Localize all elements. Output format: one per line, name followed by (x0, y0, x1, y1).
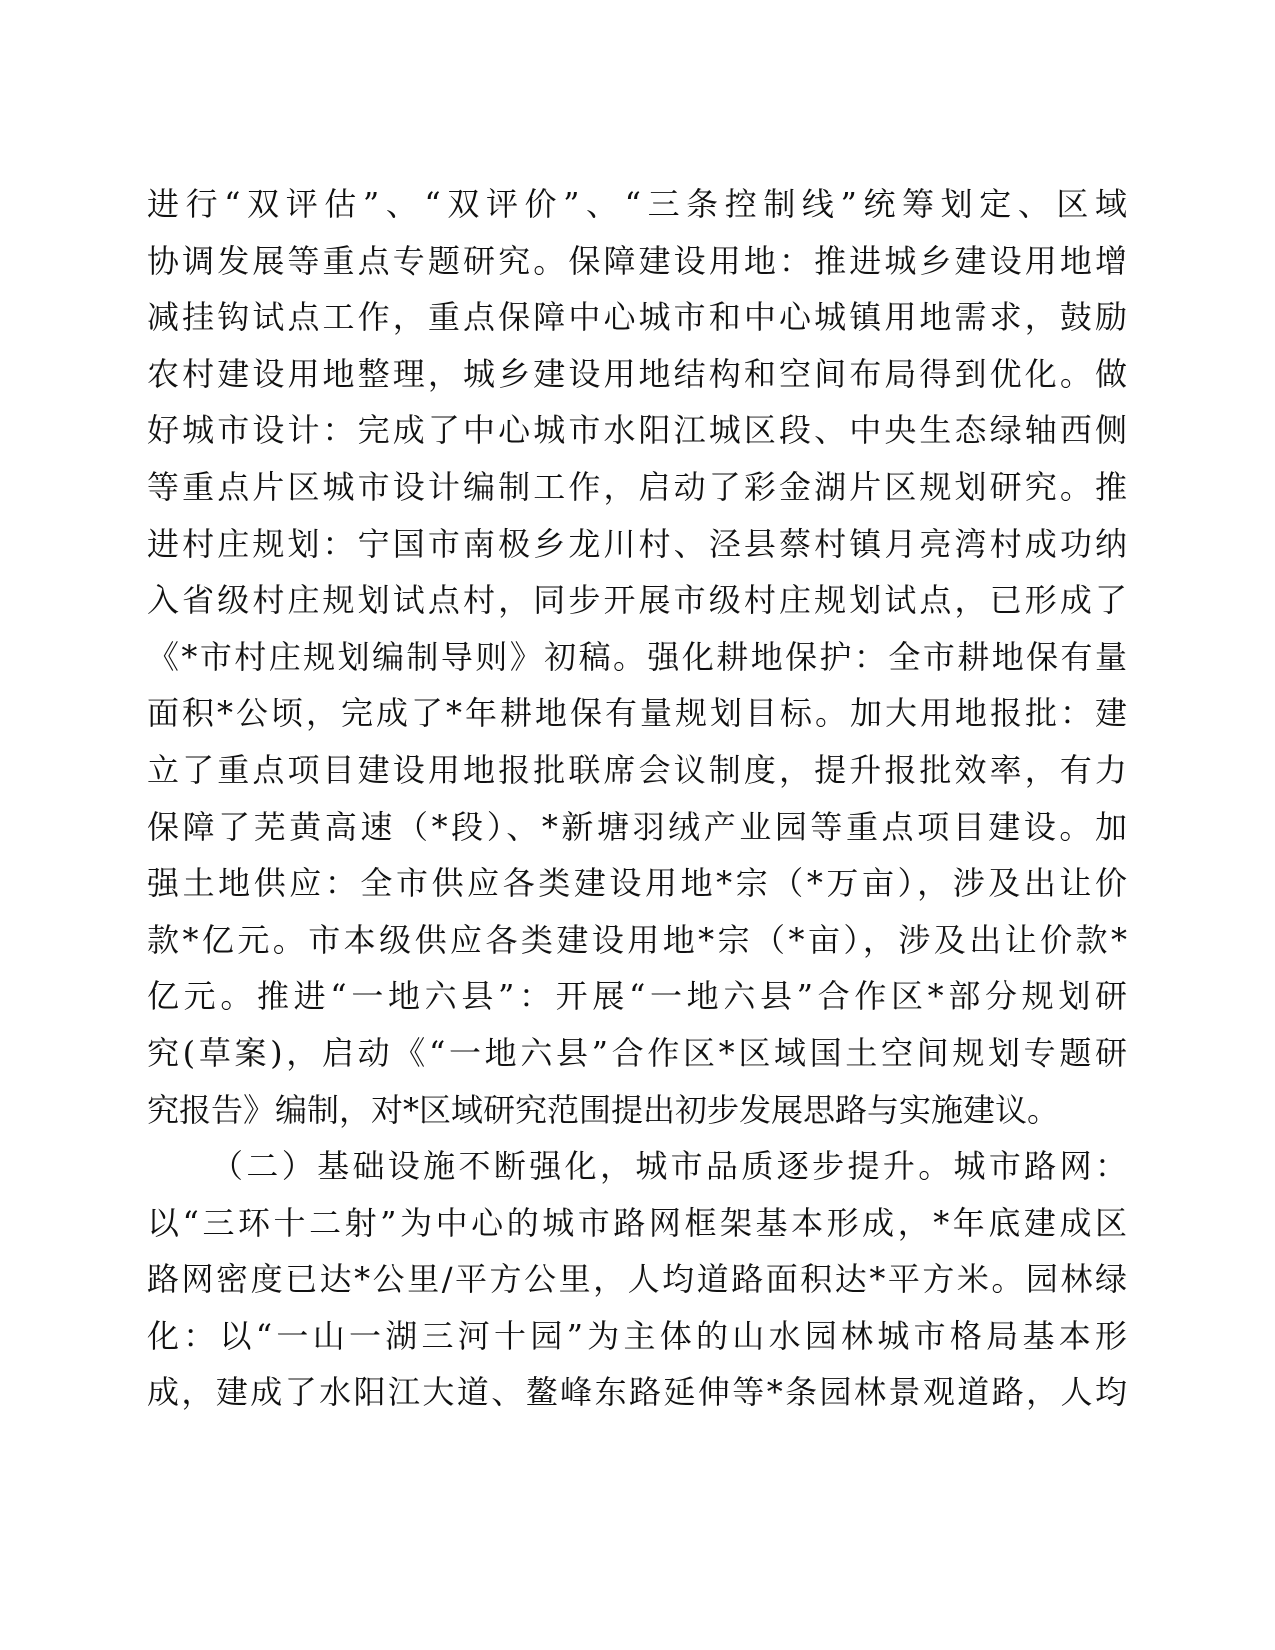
text-line-15: 亿元。推进“一地六县”：开展“一地六县”合作区*部分规划研 (147, 977, 1127, 1016)
text-line-5: 好城市设计：完成了中心城市水阳江城区段、中央生态绿轴西侧 (147, 411, 1127, 450)
text-line-22: 成，建成了水阳江大道、鳌峰东路延伸等*条园林景观道路，人均 (147, 1373, 1127, 1412)
text-line-21: 化：以“一山一湖三河十园”为主体的山水园林城市格局基本形 (147, 1316, 1127, 1355)
text-line-11: 立了重点项目建设用地报批联席会议制度，提升报批效率，有力 (147, 750, 1127, 789)
text-line-8: 入省级村庄规划试点村，同步开展市级村庄规划试点，已形成了 (147, 581, 1127, 620)
text-line-6: 等重点片区城市设计编制工作，启动了彩金湖片区规划研究。推 (147, 467, 1127, 506)
text-line-14: 款*亿元。市本级供应各类建设用地*宗（*亩），涉及出让价款* (147, 920, 1127, 959)
text-line-13: 强土地供应：全市供应各类建设用地*宗（*万亩），涉及出让价 (147, 864, 1127, 903)
text-line-2: 协调发展等重点专题研究。保障建设用地：推进城乡建设用地增 (147, 241, 1127, 280)
section-heading-line: （二）基础设施不断强化，城市品质逐步提升。城市路网： (211, 1147, 1127, 1186)
text-line-10: 面积*公顷，完成了*年耕地保有量规划目标。加大用地报批：建 (147, 694, 1127, 733)
text-line-12: 保障了芜黄高速（*段）、*新塘羽绒产业园等重点项目建设。加 (147, 807, 1127, 846)
text-line-4: 农村建设用地整理，城乡建设用地结构和空间布局得到优化。做 (147, 354, 1127, 393)
text-line-3: 减挂钩试点工作，重点保障中心城市和中心城镇用地需求，鼓励 (147, 298, 1127, 337)
text-line-9: 《*市村庄规划编制导则》初稿。强化耕地保护：全市耕地保有量 (147, 637, 1127, 676)
text-line-19: 以“三环十二射”为中心的城市路网框架基本形成，*年底建成区 (147, 1203, 1127, 1242)
text-line-7: 进村庄规划：宁国市南极乡龙川村、泾县蔡村镇月亮湾村成功纳 (147, 524, 1127, 563)
text-line-1: 进行“双评估”、“双评价”、“三条控制线”统筹划定、区域 (147, 185, 1127, 223)
body-text (147, 176, 1127, 1421)
text-line-20: 路网密度已达*公里/平方公里，人均道路面积达*平方米。园林绿 (147, 1260, 1127, 1299)
text-line-16: 究(草案)，启动《“一地六县”合作区*区域国土空间规划专题研 (147, 1033, 1127, 1072)
text-line-17: 究报告》编制，对*区域研究范围提出初步发展思路与实施建议。 (147, 1090, 1060, 1129)
